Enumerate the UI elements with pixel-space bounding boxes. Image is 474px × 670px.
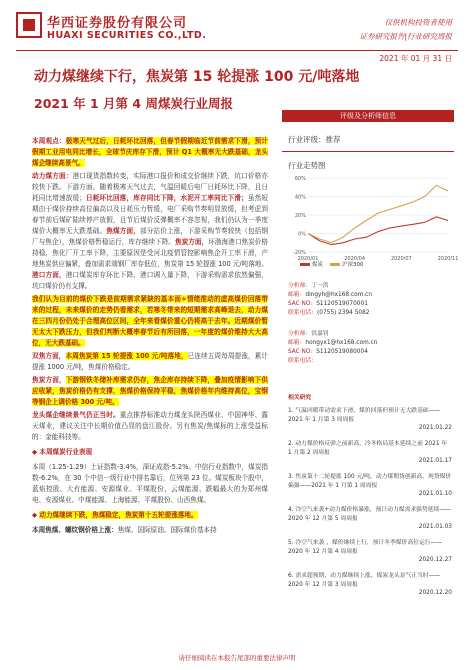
diamond-bullet-icon: ◆ <box>32 511 40 519</box>
analyst-name-line <box>288 282 372 291</box>
x-tick-label: 2020/07 <box>390 256 412 262</box>
paragraph <box>32 375 268 408</box>
body-text: 环渤海港口焦炭价格持稳，焦化厂开工率下降，主要原因是受河北疫情管控影响焦企开工率下滑，产地焦炭供应偏紧，叠加需求端钢厂库存低位，焦炭第 15 轮提涨 100 元/吨落地。 <box>32 238 269 268</box>
body-text: 已连续五周每周提涨，累计提涨 1000 元/吨，焦煤价格稳定。 <box>32 352 269 371</box>
company-name-en: HUAXI SECURITIES CO.,LTD. <box>47 30 207 41</box>
analyst-role: 分析师： <box>288 331 312 337</box>
x-tick-label: 2020/11 <box>437 256 459 262</box>
tagline: 仅供机构投资者使用 <box>384 18 452 27</box>
paragraph <box>32 410 268 443</box>
email-label: 邮箱： <box>288 340 306 346</box>
analyst-info <box>288 282 372 318</box>
analyst-name: 洪嘉钊 <box>311 331 329 337</box>
huaxi-logo-icon <box>16 12 42 38</box>
sac-label: SAC NO： <box>288 301 317 307</box>
analyst-name-line <box>288 330 377 339</box>
analyst-email-line <box>288 339 377 348</box>
chart-legend <box>300 260 364 268</box>
email-label: 邮箱： <box>288 292 306 298</box>
paragraph <box>32 171 268 292</box>
related-item-title[interactable]: 2. 动力煤价格反弹之前新高，冷冬格局基本延续之前 2021 年 1 月第 2 周周报 <box>288 441 448 456</box>
legend-swatch-hs300 <box>330 263 340 266</box>
analyst-info <box>288 330 377 366</box>
paragraph <box>32 136 268 169</box>
y-tick-label: -20% <box>293 250 306 256</box>
y-tick-label: 60% <box>294 176 306 182</box>
highlight-text: 近期煤价暂无太大下跌压力，但我们判断大概率春节后有所回落，一年度的煤价维持大大高位，无大跌基础。 <box>32 317 269 347</box>
analyst-email: hongyx1@hx168.com.cn <box>305 340 378 346</box>
series-line-coal <box>308 217 448 245</box>
paragraph-label: 动力煤方面： <box>32 172 73 180</box>
highlight-text: 焦煤价格年内维持高位，宝钢等钢企上调价格 300 元/吨。 <box>32 387 269 406</box>
analyst-sac: S1120519070001 <box>316 301 368 307</box>
highlight-text: 本周焦炭第 15 轮提涨 100 元/吨落地， <box>65 352 188 360</box>
paragraph-label: 焦煤方面， <box>106 227 140 235</box>
related-item[interactable] <box>288 440 452 466</box>
header-divider <box>16 50 458 51</box>
legend-swatch-coal <box>300 263 310 266</box>
highlight-text: 下游钢铁冬储补库需求仍存，焦企库存持续下降，叠加疫情影响下供应收紧，焦炭价格仍有支撑，焦煤价格保持平稳， <box>32 376 269 395</box>
rating-label: 行业评级： <box>288 135 326 144</box>
report-type: 证券研究报告|行业研究周报 <box>359 32 452 41</box>
company-name-cn: 华西证券股份有限公司 <box>47 16 188 31</box>
y-tick-label: 20% <box>294 213 306 219</box>
analyst-role: 分析师： <box>288 283 312 289</box>
section-heading-text: 动力煤继续下跌，焦煤稳定，焦炭第十五轮提涨落地。 <box>39 511 198 519</box>
analyst-phone-line <box>288 309 372 318</box>
legend-label: 煤炭 <box>312 262 324 268</box>
related-item-title[interactable]: 6. 需求超预期，动力煤继续上涨，煤炭龙头景气正当时——2020 年 12 月第 3 周周报 <box>288 573 441 588</box>
analyst-sac: S1120519080004 <box>316 349 368 355</box>
paragraph-label: 焦炭方面， <box>32 376 66 384</box>
phone-label: 联系电话： <box>288 358 317 364</box>
analyst-name: 丁一洪 <box>311 283 329 289</box>
related-item[interactable] <box>288 506 452 532</box>
body-text: 港口煤炭库存环比下降，港口调入量下降，下游采购需求依然偏强，坑口煤价仍有支撑。 <box>32 271 269 290</box>
analyst-email: dingyh@hx168.com.cn <box>305 292 373 298</box>
report-header <box>0 0 474 63</box>
section-heading <box>32 447 268 458</box>
highlight-text: 我们认为目前的煤价下跌是前期需求紧缺的基本面+情绪推动的虚高煤价回落带来的过程，未来煤价的走势仍看需求，若寒冬带来的短期需求高峰退去，动力煤在三四月份仍处于合理高位区间，全年来看煤价重心仍将高于去年。 <box>32 295 268 325</box>
sidebar <box>282 110 454 171</box>
related-item-date: 2021.01.03 <box>418 524 452 530</box>
related-item-date: 2020.12.27 <box>418 557 452 563</box>
paragraph-label: 焦炭方面， <box>174 238 209 246</box>
related-research <box>288 392 452 605</box>
paragraph: 本周（1.25-1.29）上证指数-3.4%，深证成指-5.2%。中信行业指数中，煤炭指数-6.2%，在 30 个中信一级行业中排名靠后，位列第 23 位。煤炭板块个股中，蓝焰控股、大有能源、安源煤业、平煤股份、云煤能源、跌幅最大的为郑州煤电、安源煤业、中煤能源、上海能源、平煤股份、山西焦煤。 <box>32 463 268 504</box>
related-item-date: 2020.12.20 <box>418 590 452 596</box>
report-subtitle: 2021 年 1 月第 4 周煤炭行业周报 <box>34 96 233 111</box>
related-item-date: 2021.01.22 <box>418 425 452 431</box>
related-item-date: 2021.01.17 <box>418 458 452 464</box>
paragraph-label: 本周焦煤、螺纹钢价格上涨： <box>32 526 118 534</box>
sac-label: SAC NO： <box>288 349 317 355</box>
paragraph <box>32 525 268 536</box>
related-item[interactable] <box>288 473 452 499</box>
legal-footer: 请仔细阅读在本报告尾部的重要法律声明 <box>178 654 296 662</box>
y-tick-label: 0% <box>298 231 306 238</box>
paragraph <box>32 351 268 373</box>
section-heading <box>32 510 268 521</box>
related-item[interactable] <box>288 572 452 598</box>
industry-rating <box>282 134 454 145</box>
related-item[interactable] <box>288 539 452 565</box>
trend-chart-title: 行业走势图 <box>288 161 326 170</box>
series-line-hs300 <box>308 185 448 242</box>
report-date: 2021 年 01 月 31 日 <box>379 54 452 63</box>
body-text: 虽然短期由于煤价持续高位偏高以及日耗压力暂缓，电厂采购节奏明显放缓，但考虑到春节前后煤矿陆续停产放假，且节后煤价反弹概率不容忽视，我们仍认为一季度煤价大概率无大跌基础。 <box>32 194 269 235</box>
body-text: 重点推荐标准动力煤龙头陕西煤业、中国神华、露天煤业，建议关注中长期价值凸显的盘江股份。另有焦炭/焦煤标的上涨受益标的：金能科技等。 <box>32 411 269 441</box>
paragraph-label: 双焦方面， <box>32 352 66 360</box>
y-tick-label: 40% <box>294 194 306 201</box>
related-item-title[interactable]: 1. 气温回暖带动需求下滑，煤价回落但预计无大跌基础——2021 年 1 月第 3 周周报 <box>288 408 441 423</box>
related-item-date: 2021.01.10 <box>418 491 452 497</box>
body-text: 部分站价上涨，下游采购节奏较快（包括钢厂与焦企），焦煤价格暂稳运行，库存继续下降。 <box>32 227 269 246</box>
related-list <box>288 407 452 598</box>
analyst-sac-line <box>288 348 377 357</box>
body-text: 焦煤、国际原油、国际煤价基本持 <box>117 526 217 534</box>
rating-value: 推荐 <box>325 135 341 144</box>
rating-box-title: 评级及分析师信息 <box>282 110 454 122</box>
emphasis-text: 日耗环比回落，库存同比下降，水泥开工率同比下滑； <box>85 194 248 202</box>
related-item-title[interactable]: 3. 焦炭第十二轮提涨 100 元/吨，动力煤期货创新高，现货煤价偏强——2021 年 1 月第 1 周周报 <box>288 474 452 489</box>
diamond-bullet-icon: ◆ <box>32 448 40 456</box>
main-body <box>32 136 268 538</box>
phone-label: 联系电话： <box>288 310 317 316</box>
related-title: 相关研究 <box>288 395 312 401</box>
report-title: 动力煤继续下行，焦炭第 15 轮提涨 100 元/吨落地 <box>34 69 360 85</box>
paragraph-label: 港口方面， <box>32 271 66 279</box>
analyst-sac-line <box>288 300 372 309</box>
highlight-text: 极寒天气过后，日耗环比回落，但春节假期临近节前需求下滑，预计假期工业用电同比增长，全球节庆库存下滑，预计 Q1 大概率无大跌基础，龙头煤企继续高景气。 <box>32 137 269 167</box>
analyst-email-line <box>288 291 372 300</box>
paragraph-label: 本周观点： <box>32 137 66 145</box>
related-item[interactable] <box>288 407 452 433</box>
related-item-title[interactable]: 5. 冷空气来袭 ，煤价继续上行，预计冬季煤价高位运行——2020 年 12 月第 4 周周报 <box>288 540 443 555</box>
analyst-phone-line <box>288 357 377 366</box>
legend-label: 沪深300 <box>342 262 364 268</box>
body-text: 港口现货指数转变，实际港口报价和成交价继续下跌，坑口价格亦较快下跌。下游方面，随着极寒天气过去，气温回暖后电厂日耗环比下降，且日耗同比增速放缓； <box>32 172 268 202</box>
paragraph <box>32 294 268 349</box>
paragraph-label: 龙头煤企继续景气仍正当时。 <box>32 411 120 419</box>
x-tick-label: 2020/04 <box>344 256 366 262</box>
related-item-title[interactable]: 4. 冷空气来袭+动力煤价格暴涨，预计动力煤需求强势延续——2020 年 12 月第 5 周周报 <box>288 507 451 522</box>
x-tick-label: 2020/01 <box>297 256 319 262</box>
analyst-phone: (0755) 2394 5082 <box>317 310 370 316</box>
sidebar-divider <box>282 151 454 152</box>
industry-trend-chart <box>282 172 459 268</box>
section-heading-text: 本周煤炭行业表现 <box>39 448 93 456</box>
